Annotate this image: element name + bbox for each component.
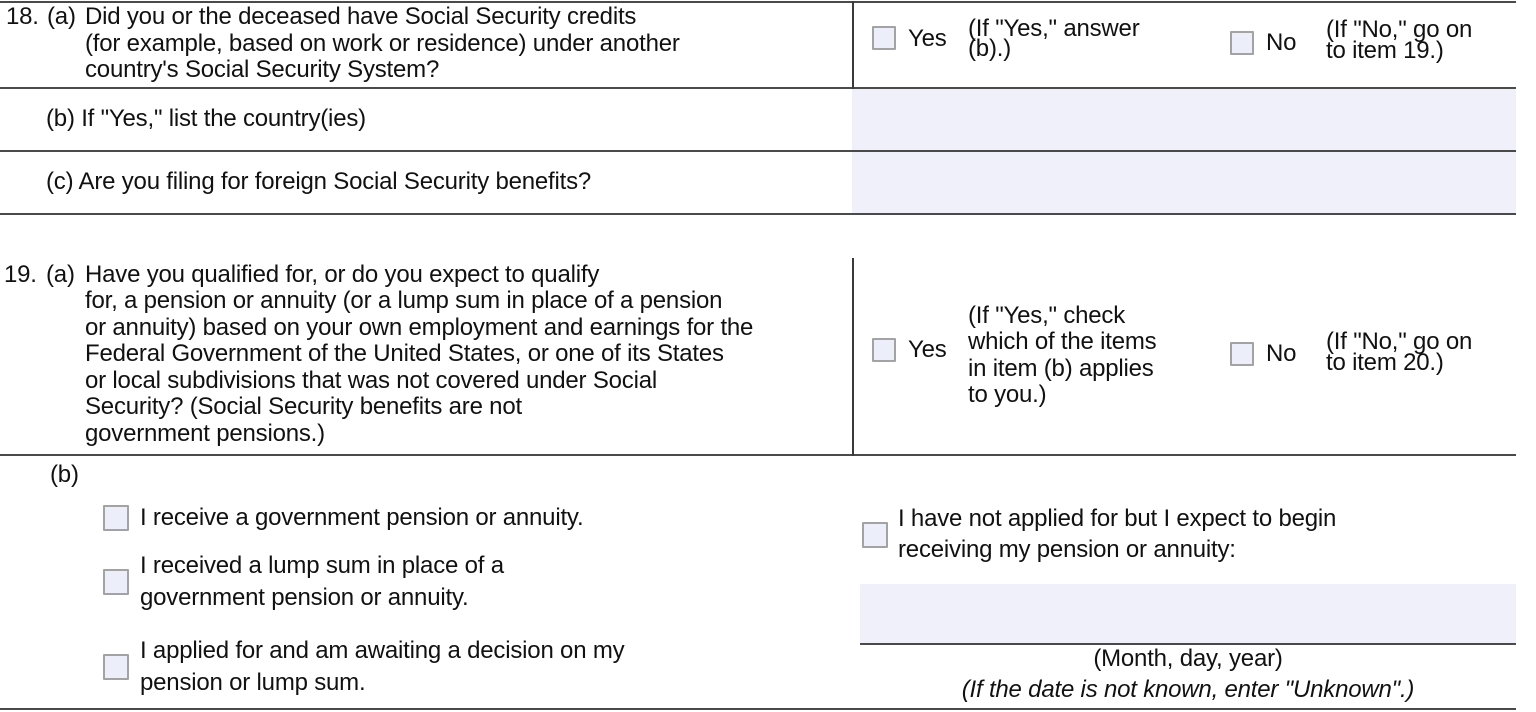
bottom-border [0, 708, 1516, 710]
q19a-yes-instruction-line-4: to you.) [968, 381, 1047, 408]
q19b-awaiting-decision-checkbox[interactable] [103, 654, 129, 680]
q18a-column-divider [852, 1, 854, 89]
q19a-question-line-2: for, a pension or annuity (or a lump sum in place of a pension [85, 287, 723, 314]
q19a-question-line-7: government pensions.) [85, 420, 325, 447]
q18c-foreign-benefits-input[interactable] [852, 152, 1516, 213]
q18-number: 18. [6, 3, 39, 30]
q18a-no-checkbox[interactable] [1230, 31, 1254, 55]
q19b-expect-to-begin-checkbox[interactable] [862, 522, 888, 548]
q18a-question-line-2: (for example, based on work or residence) under another [85, 30, 680, 57]
q19a-question-line-5: or local subdivisions that was not covered under Social [85, 367, 657, 394]
q19a-label: (a) [46, 261, 75, 288]
q18c-bottom-rule [0, 213, 1516, 215]
q19a-question-line-1: Have you qualified for, or do you expect to qualify [85, 261, 600, 288]
q19a-no-checkbox[interactable] [1230, 342, 1254, 366]
q18a-question-line-1: Did you or the deceased have Social Security credits [85, 3, 637, 30]
q19-number: 19. [4, 261, 37, 288]
q18b-countries-input[interactable] [852, 89, 1516, 150]
q19b-awaiting-decision-label-line-1: I applied for and am awaiting a decision on my [140, 637, 625, 664]
q19a-yes-label: Yes [908, 336, 947, 363]
q18a-question-line-3: country's Social Security System? [85, 56, 440, 83]
q19a-no-instruction-line-1: (If "No," go on [1326, 328, 1473, 355]
q19b-receive-pension-label: I receive a government pension or annuity. [140, 504, 584, 531]
q19a-bottom-rule [0, 454, 1516, 456]
q19b-expect-to-begin-label-line-2: receiving my pension or annuity: [898, 536, 1236, 563]
q19b-expect-to-begin-label-line-1: I have not applied for but I expect to begin [898, 505, 1337, 532]
q19a-yes-instruction-line-2: which of the items [968, 328, 1157, 355]
q18b-label: (b) If "Yes," list the country(ies) [46, 105, 366, 132]
q19b-expected-date-input[interactable] [860, 584, 1516, 643]
q18a-no-label: No [1266, 29, 1297, 56]
q19a-yes-checkbox[interactable] [872, 338, 896, 362]
q18a-yes-checkbox[interactable] [872, 26, 896, 50]
q19b-date-note: (If the date is not known, enter "Unknown".) [961, 676, 1415, 703]
q18a-yes-label: Yes [908, 25, 947, 52]
q19a-yes-instruction-line-3: in item (b) applies [968, 355, 1154, 382]
q19b-received-lump-sum-checkbox[interactable] [103, 569, 129, 595]
q19b-awaiting-decision-label-line-2: pension or lump sum. [140, 669, 366, 696]
q19a-question-line-4: Federal Government of the United States, or one of its States [85, 340, 724, 367]
q19a-column-divider [852, 258, 854, 456]
q19a-yes-instruction-line-1: (If "Yes," check [968, 302, 1126, 329]
q19a-no-label: No [1266, 340, 1297, 367]
q18a-yes-instruction-line-2: (b).) [968, 35, 1011, 62]
q18a-yes-instruction-line-1: (If "Yes," answer [968, 15, 1140, 42]
q19a-no-instruction-line-2: to item 20.) [1326, 349, 1444, 376]
q18a-label: (a) [47, 3, 76, 30]
q19a-question-line-3: or annuity) based on your own employment and earnings for the [85, 314, 754, 341]
q19b-receive-pension-checkbox[interactable] [103, 505, 129, 531]
q19b-label: (b) [50, 461, 79, 488]
q18a-no-instruction-line-2: to item 19.) [1326, 37, 1444, 64]
q19b-received-lump-sum-label-line-2: government pension or annuity. [140, 584, 469, 611]
q19b-received-lump-sum-label-line-1: I received a lump sum in place of a [140, 552, 504, 579]
q18a-no-instruction-line-1: (If "No," go on [1326, 16, 1473, 43]
q19a-question-line-6: Security? (Social Security benefits are not [85, 393, 522, 420]
q18c-label: (c) Are you filing for foreign Social Security benefits? [46, 168, 592, 195]
q19b-date-caption: (Month, day, year) [1093, 645, 1283, 672]
